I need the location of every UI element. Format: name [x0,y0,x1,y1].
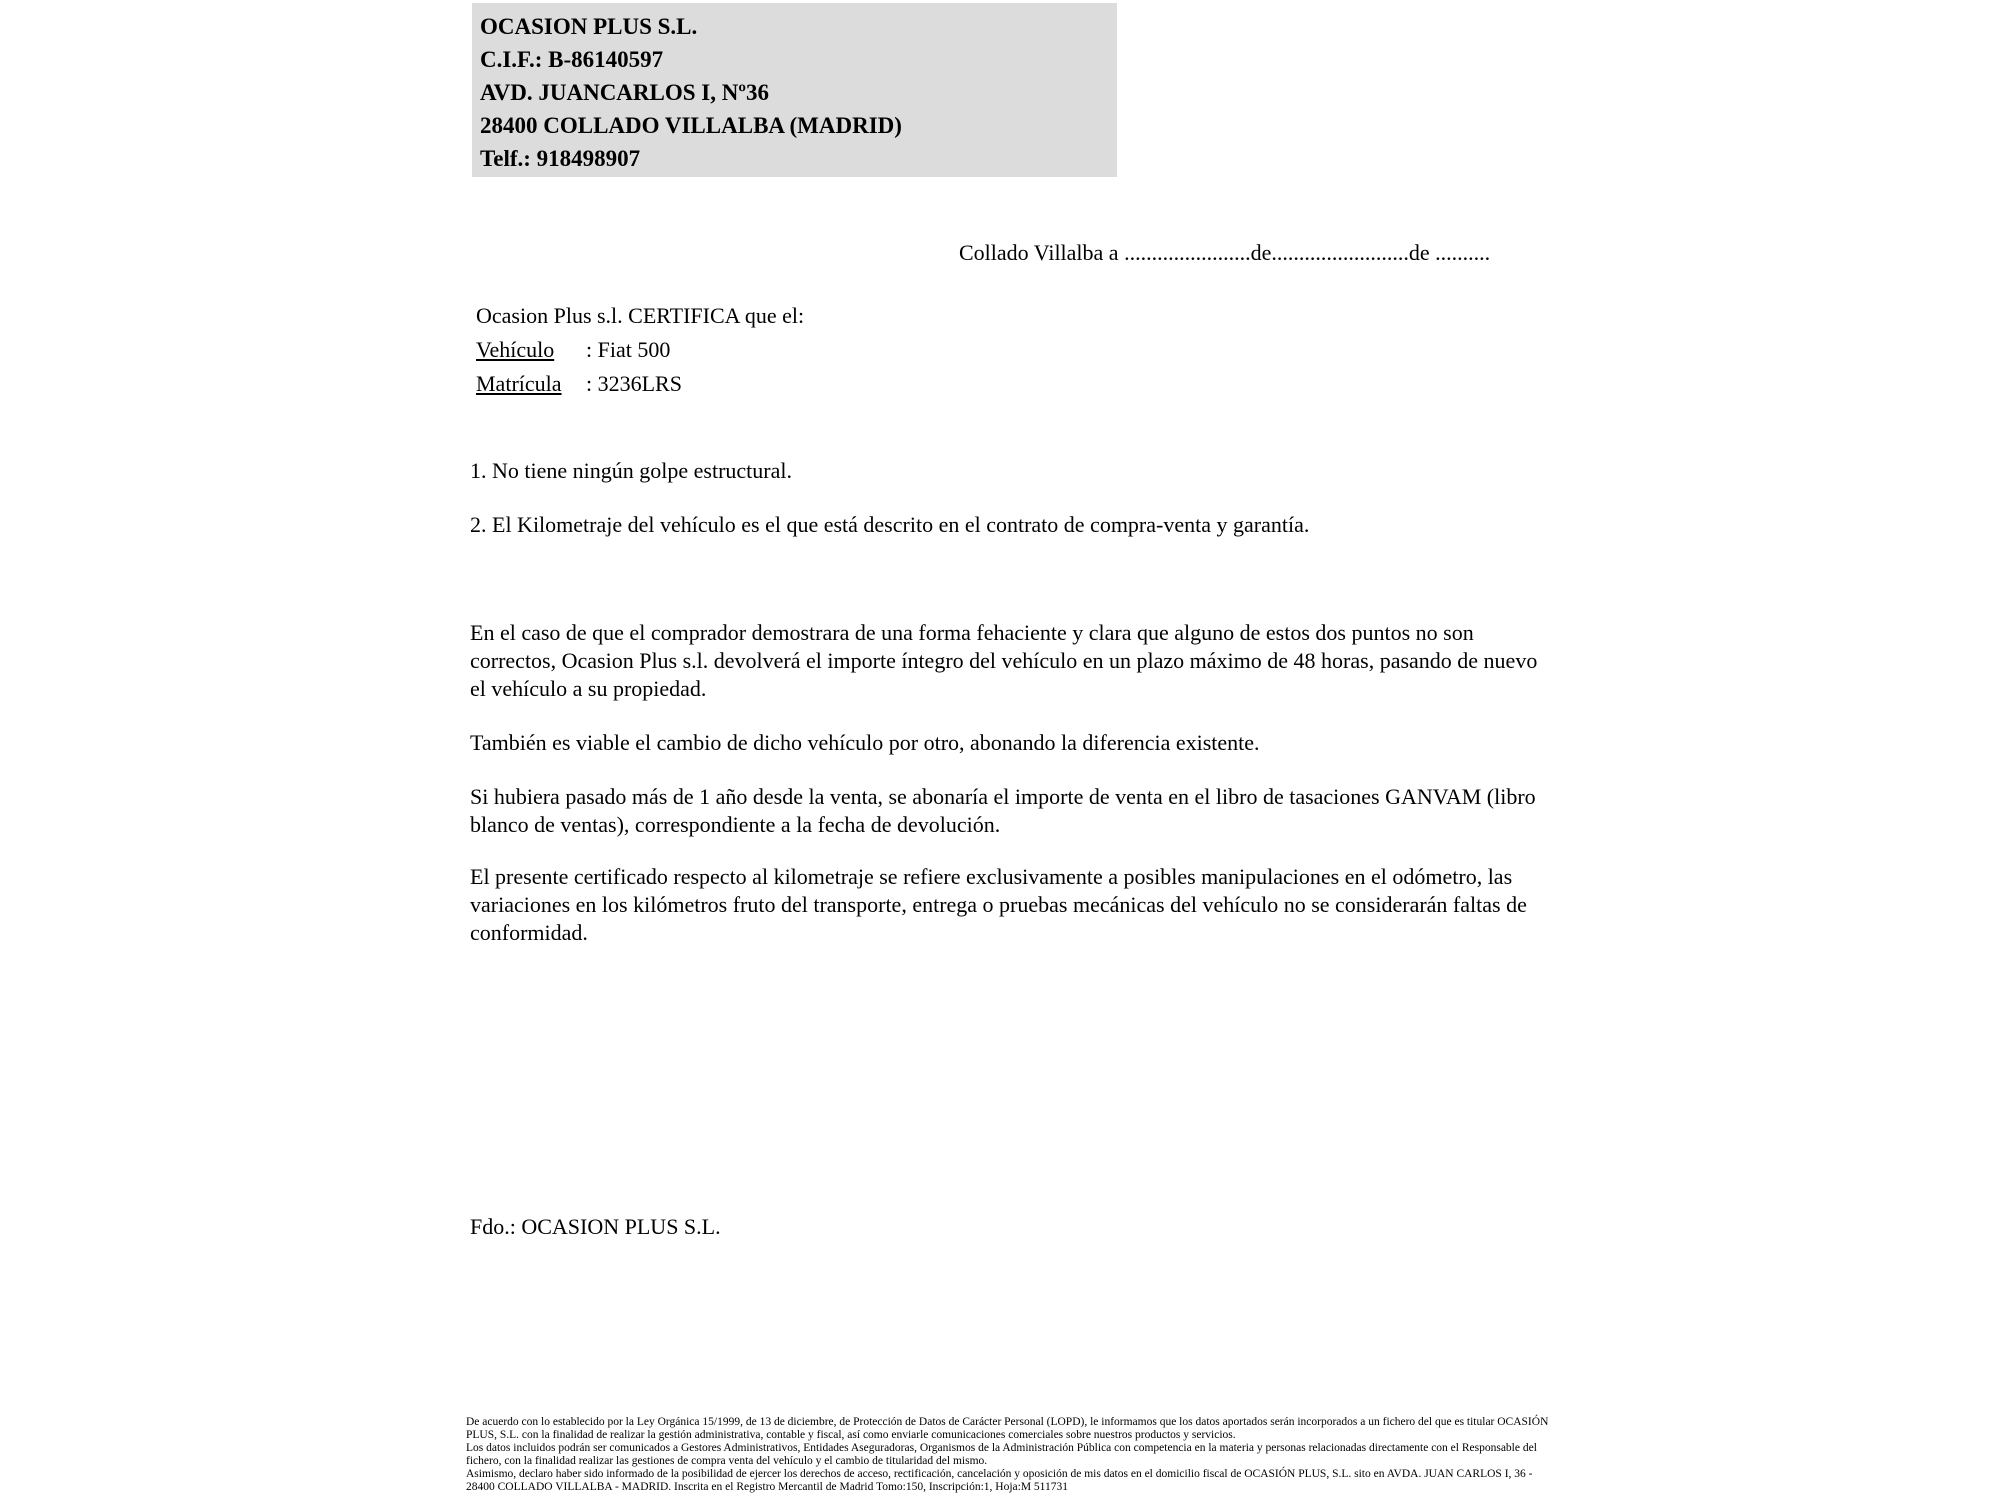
legal-paragraph-lopd: De acuerdo con lo establecido por la Ley Orgánica 15/1999, de 13 de diciembre, de Protección de Datos de Carácter Personal (LOPD), le informamos que los datos aportados serán incorporados a un fichero del que es titular OCASIÓN PLUS, S.L. con la finalidad de realizar la gestión administrativa, contable y fiscal, así como enviarle comunicaciones comerciales sobre nuestros productos y servicios. [466,1416,1549,1441]
ganvam-paragraph: Si hubiera pasado más de 1 año desde la venta, se abonaría el importe de venta en el libro de tasaciones GANVAM (libro blanco de ventas), correspondiente a la fecha de devolución. [470,784,1536,837]
certify-point-1: 1. No tiene ningún golpe estructural. [470,458,792,483]
odometer-paragraph: El presente certificado respecto al kilometraje se refiere exclusivamente a posibles manipulaciones en el odómetro, las variaciones en los kilómetros fruto del transporte, entrega o pruebas mecánicas del vehículo no se considerarán faltas de conformidad. [470,864,1527,945]
date-line: Collado Villalba a .......................de.........................de .......... [959,240,1491,265]
company-name: OCASION PLUS S.L. [480,14,698,39]
vehicle-value: : Fiat 500 [586,337,671,362]
company-cif: C.I.F.: B-86140597 [480,47,664,72]
exchange-paragraph: También es viable el cambio de dicho vehículo por otro, abonando la diferencia existente. [470,730,1260,755]
legal-footer [466,1416,1558,1494]
plate-value: : 3236LRS [586,371,682,396]
legal-paragraph-data-sharing: Los datos incluidos podrán ser comunicados a Gestores Administrativos, Entidades Aseguradoras, Organismos de la Administración Pública con competencia en la materia y personas relacionadas directamente con el Responsable del fichero, con la finalidad realizar las gestiones de compra venta del vehículo y el cambio de titularidad del mismo. [466,1442,1537,1467]
company-address: AVD. JUANCARLOS I, Nº36 [480,80,769,105]
vehicle-label: Vehículo [476,337,555,362]
signature-line: Fdo.: OCASION PLUS S.L. [470,1214,721,1239]
refund-paragraph: En el caso de que el comprador demostrara de una forma fehaciente y clara que alguno de estos dos puntos no son correctos, Ocasion Plus s.l. devolverá el importe íntegro del vehículo en un plazo máximo de 48 horas, pasando de nuevo el vehículo a su propiedad. [470,620,1538,701]
plate-label: Matrícula [476,371,562,396]
company-city: 28400 COLLADO VILLALBA (MADRID) [480,113,902,138]
company-header [472,3,1117,177]
company-phone: Telf.: 918498907 [480,146,641,171]
legal-paragraph-rights: Asimismo, declaro haber sido informado de la posibilidad de ejercer los derechos de acceso, rectificación, cancelación y oposición de mis datos en el domicilio fiscal de OCASIÓN PLUS, S.L. sito en AVDA. JUAN CARLOS I, 36 - 28400 COLLADO VILLALBA - MADRID. Inscrita en el Registro Mercantil de Madrid Tomo:150, Inscripción:1, Hoja:M 511731 [466,1468,1533,1493]
certify-point-2: 2. El Kilometraje del vehículo es el que está descrito en el contrato de compra-venta y garantía. [470,512,1310,537]
certify-statement: Ocasion Plus s.l. CERTIFICA que el: [476,303,805,328]
plate-field [476,371,682,397]
vehicle-field [476,337,670,363]
